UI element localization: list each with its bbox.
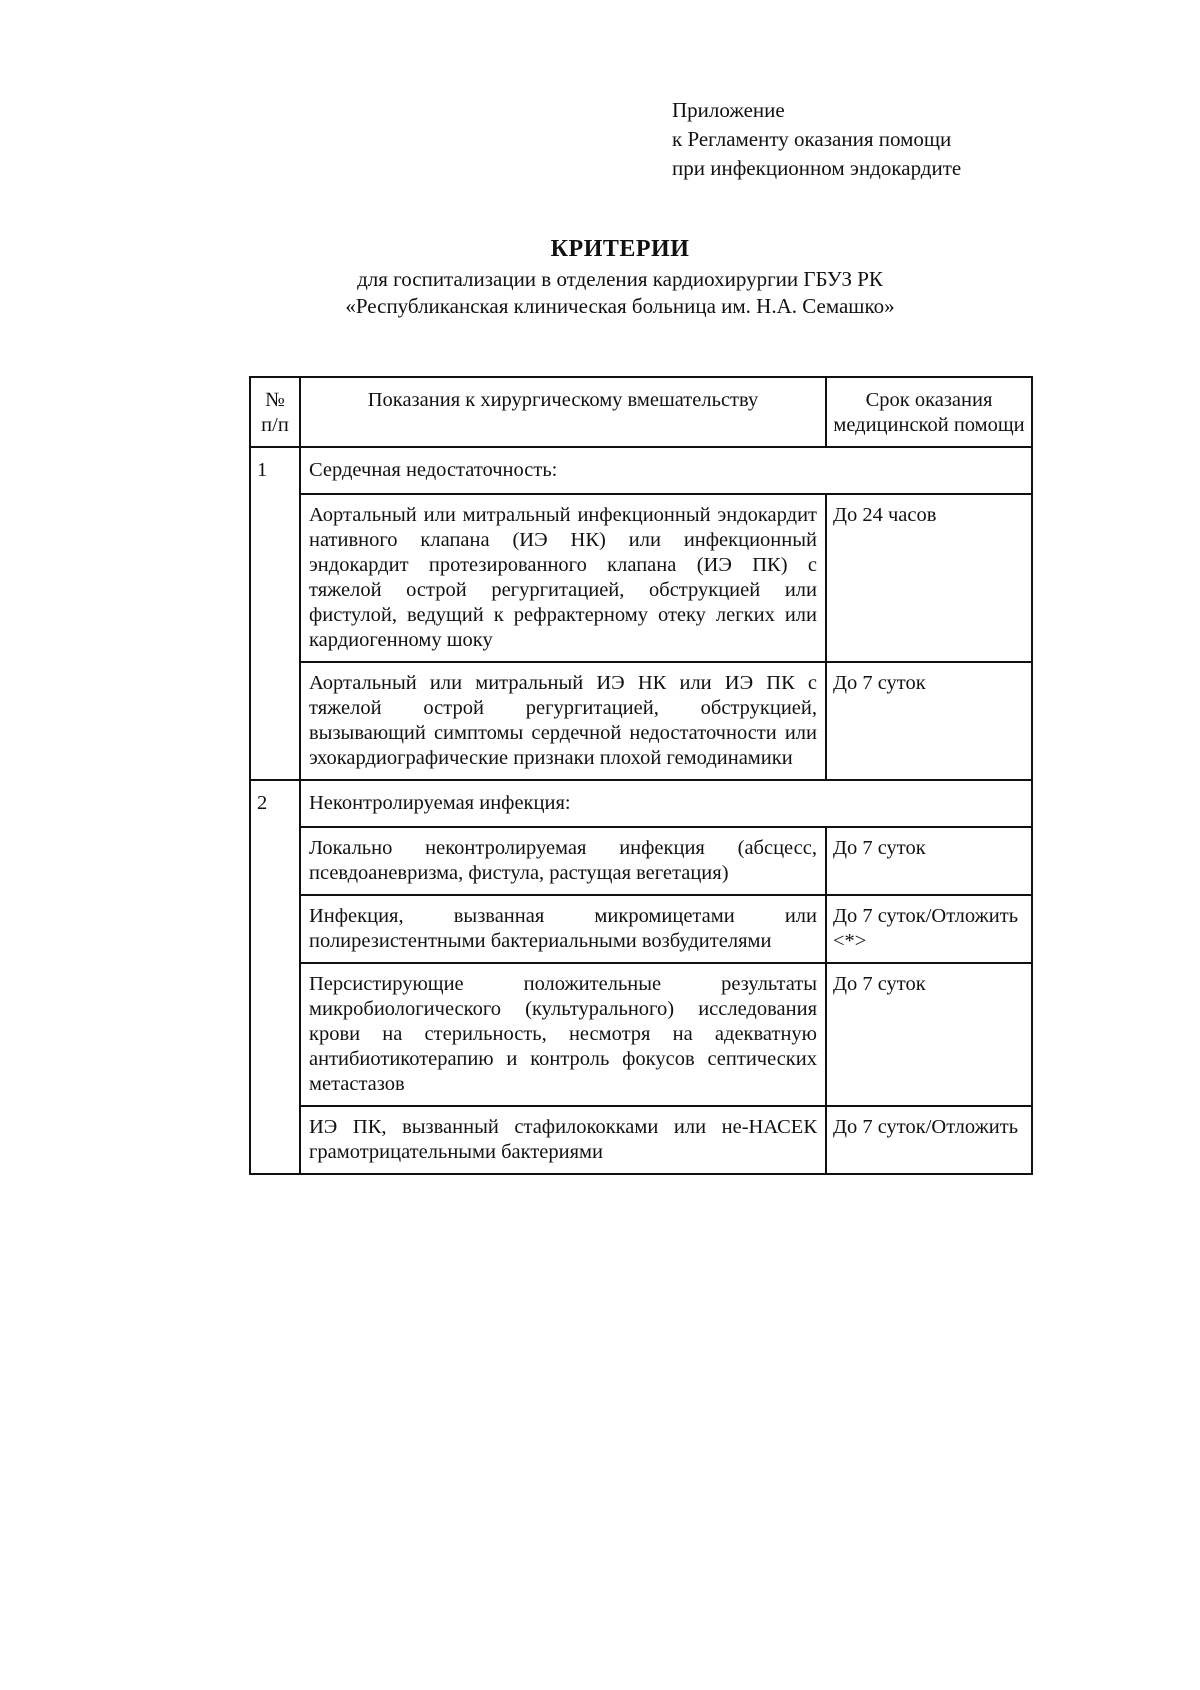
term-cell: До 7 суток (826, 963, 1032, 1106)
indication-cell: ИЭ ПК, вызванный стафилококками или не-НАСЕК грамотрицательными бактериями (300, 1106, 826, 1174)
indication-cell: Аортальный или митральный ИЭ НК или ИЭ ПК с тяжелой острой регургитацией, обструкцией, вызывающий симптомы сердечной недостаточности или эхокардиографические признаки плохой гемодинамики (300, 662, 826, 780)
appendix-line-3: при инфекционном эндокардите (672, 156, 962, 180)
table-row (250, 494, 1032, 662)
subtitle-line-2: «Республиканская клиническая больница им. Н.А. Семашко» (345, 294, 895, 318)
term-cell: До 7 суток/Отложить (826, 1106, 1032, 1174)
term-cell: До 7 суток (826, 827, 1032, 895)
criteria-table (249, 376, 1033, 1175)
indication-cell: Аортальный или митральный инфекционный эндокардит нативного клапана (ИЭ НК) или инфекционный эндокардит протезированного клапана (ИЭ ПК) с тяжелой острой регургитацией, обструкцией или фистулой, ведущий к рефрактерному отеку легких или кардиогенному шоку (300, 494, 826, 662)
header-number: № п/п (250, 377, 300, 447)
appendix-line-1: Приложение (672, 98, 785, 122)
section-title: Сердечная недостаточность: (300, 447, 1032, 494)
subtitle-line-1: для госпитализации в отделения кардиохирургии ГБУЗ РК (357, 267, 883, 291)
table-header-row (250, 377, 1032, 447)
appendix-note (672, 96, 961, 183)
indication-cell: Локально неконтролируемая инфекция (абсцесс, псевдоаневризма, фистула, растущая вегетация) (300, 827, 826, 895)
title-block (200, 234, 1040, 320)
header-term: Срок оказания медицинской помощи (826, 377, 1032, 447)
term-cell: До 7 суток/Отложить <*> (826, 895, 1032, 963)
section-number: 1 (250, 447, 300, 780)
appendix-line-2: к Регламенту оказания помощи (672, 127, 952, 151)
table-row (250, 827, 1032, 895)
indication-cell: Инфекция, вызванная микромицетами или полирезистентными бактериальными возбудителями (300, 895, 826, 963)
header-indication: Показания к хирургическому вмешательству (300, 377, 826, 447)
section-title: Неконтролируемая инфекция: (300, 780, 1032, 827)
term-cell: До 7 суток (826, 662, 1032, 780)
document-title: КРИТЕРИИ (550, 236, 690, 262)
table-row (250, 963, 1032, 1106)
section-number: 2 (250, 780, 300, 1174)
term-cell: До 24 часов (826, 494, 1032, 662)
table-row (250, 662, 1032, 780)
table-row (250, 895, 1032, 963)
section-row (250, 447, 1032, 494)
table-row (250, 1106, 1032, 1174)
indication-cell: Персистирующие положительные результаты микробиологического (культурального) исследования крови на стерильность, несмотря на адекватную антибиотикотерапию и контроль фокусов септических метастазов (300, 963, 826, 1106)
document-subtitle (200, 266, 1040, 320)
section-row (250, 780, 1032, 827)
